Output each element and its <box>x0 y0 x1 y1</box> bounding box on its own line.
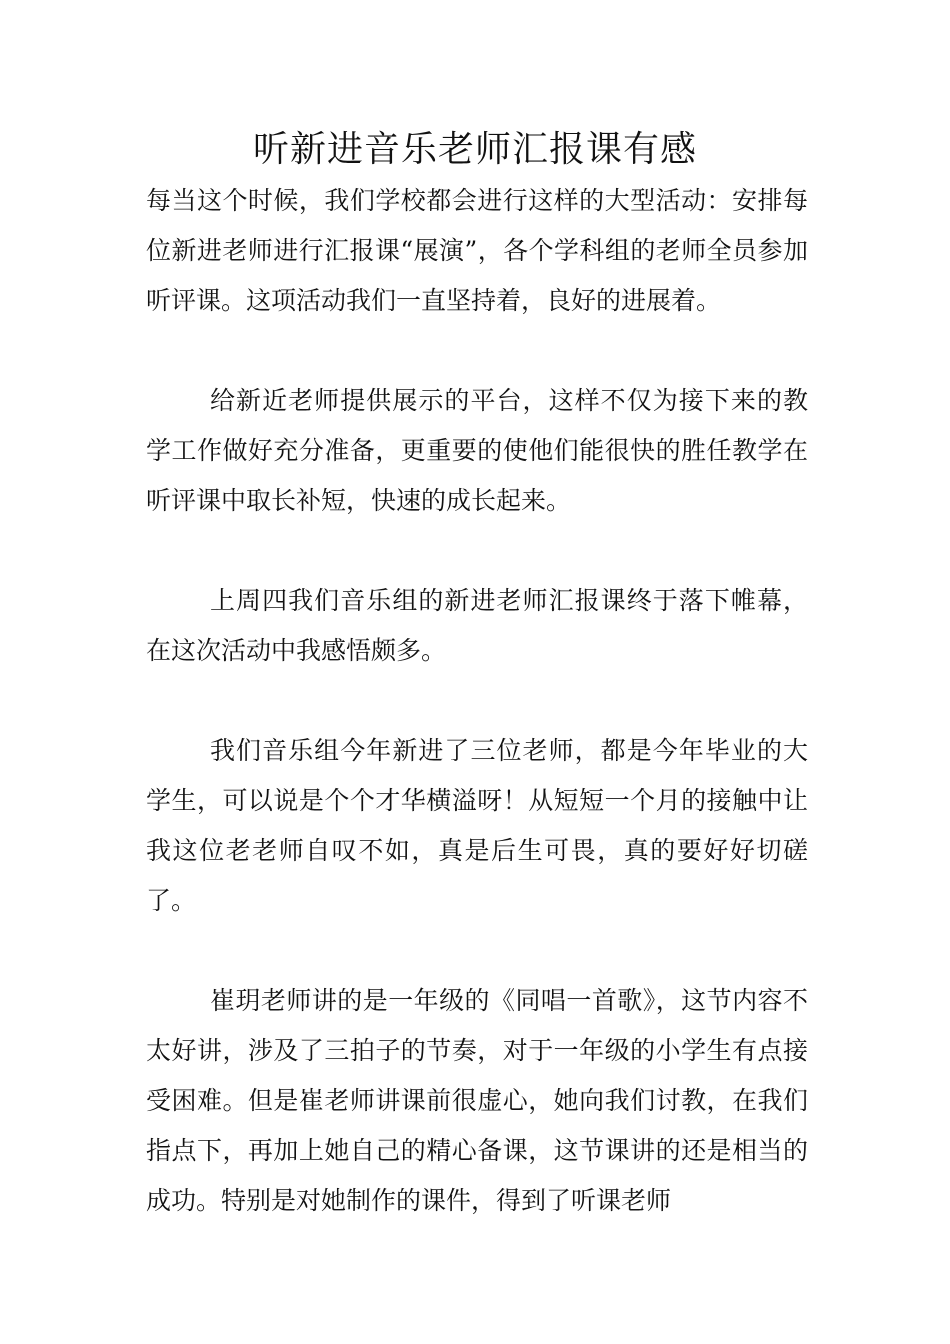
document-body <box>146 176 808 1226</box>
paragraph-gap <box>146 526 808 576</box>
paragraph-5: 崔玥老师讲的是一年级的《同唱一首歌》，这节内容不太好讲，涉及了三拍子的节奏，对于一年级的小学生有点接受困难。但是崔老师讲课前很虚心，她向我们讨教，在我们指点下，再加上她自己的精心备课，这节课讲的还是相当的成功。特别是对她制作的课件，得到了听课老师 <box>146 986 808 1215</box>
paragraph-gap <box>146 926 808 976</box>
paragraph-gap <box>146 676 808 726</box>
paragraph-2: 给新近老师提供展示的平台，这样不仅为接下来的教学工作做好充分准备，更重要的使他们能很快的胜任教学在听评课中取长补短，快速的成长起来。 <box>146 386 808 515</box>
paragraph-3: 上周四我们音乐组的新进老师汇报课终于落下帷幕，在这次活动中我感悟颇多。 <box>146 586 808 665</box>
paragraph-1: 每当这个时候，我们学校都会进行这样的大型活动：安排每位新进老师进行汇报课“展演”，各个学科组的老师全员参加听评课。这项活动我们一直坚持着，良好的进展着。 <box>146 186 808 315</box>
document-title: 听新进音乐老师汇报课有感 <box>252 129 697 170</box>
paragraph-gap <box>146 326 808 376</box>
paragraph-4: 我们音乐组今年新进了三位老师，都是今年毕业的大学生，可以说是个个才华横溢呀！从短短一个月的接触中让我这位老老师自叹不如，真是后生可畏，真的要好好切磋了。 <box>146 736 808 915</box>
